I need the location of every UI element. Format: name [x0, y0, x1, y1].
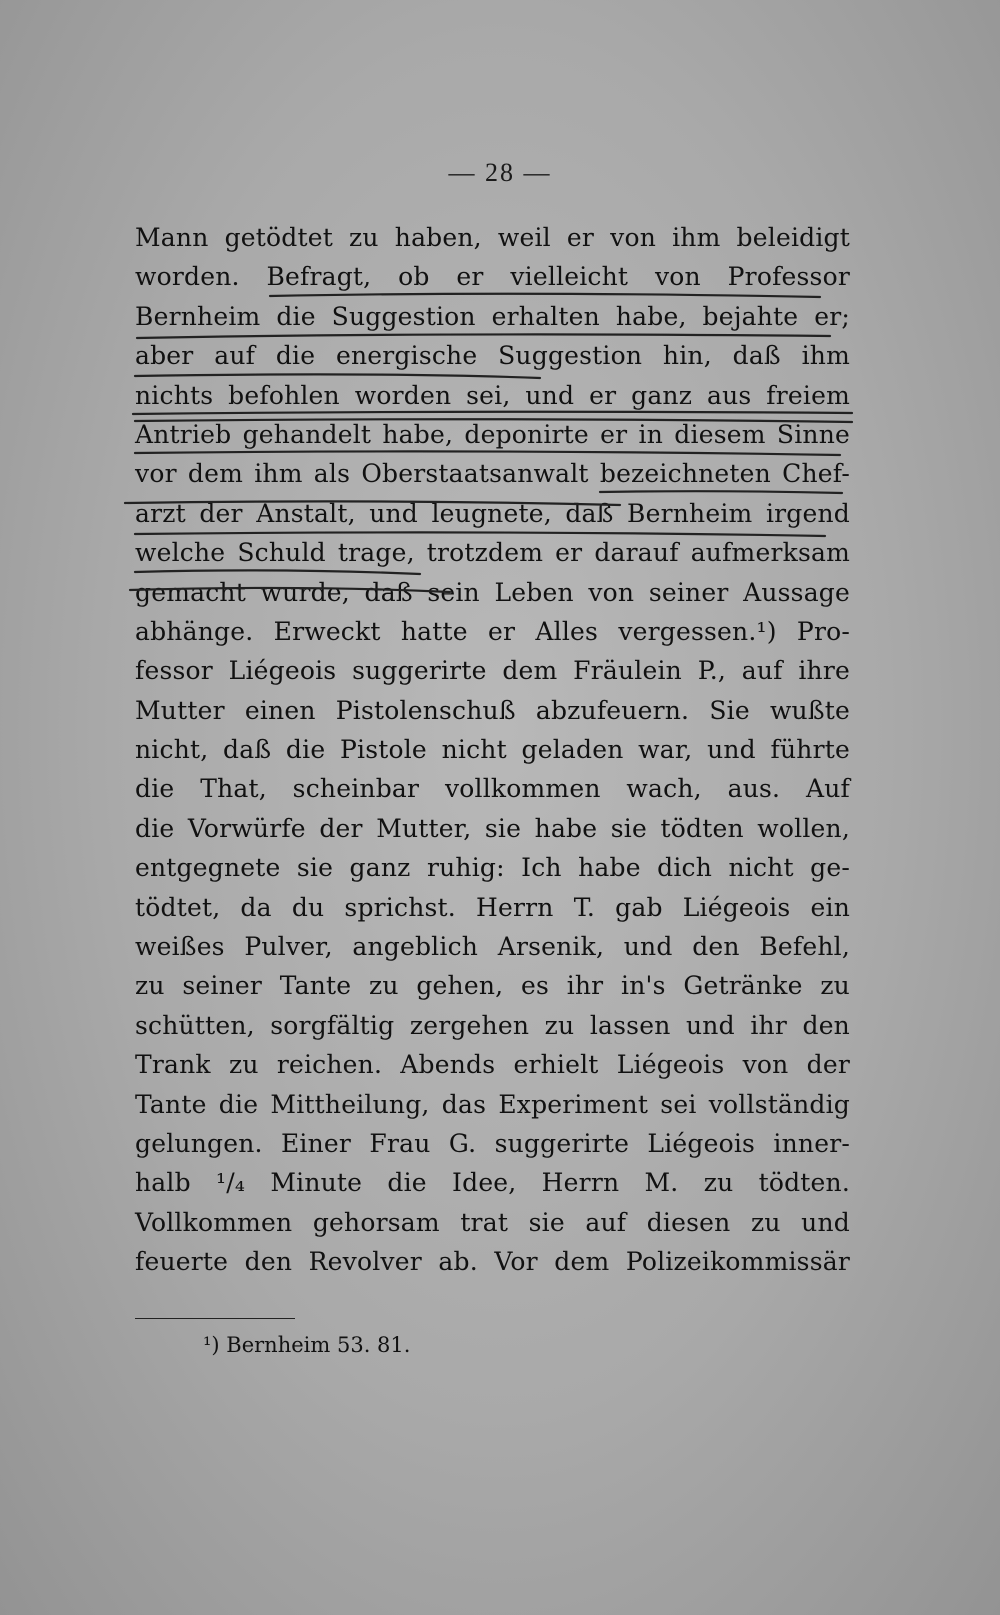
text-line: schütten, sorgfältig zergehen zu lassen und ihr den [135, 1010, 850, 1040]
text-line: arzt der Anstalt, und leugnete, daß Bernheim irgend [135, 498, 850, 528]
text-line: Trank zu reichen. Abends erhielt Liégeois von der [135, 1050, 850, 1080]
footnote-rule [135, 1318, 295, 1319]
text-line: abhänge. Erweckt hatte er Alles vergessen.¹) Pro- [135, 616, 850, 646]
text-line: Tante die Mittheilung, das Experiment sei vollständig [135, 1089, 850, 1119]
page-number: — 28 — [448, 158, 552, 187]
text-line: fessor Liégeois suggerirte dem Fräulein P., auf ihre [135, 656, 850, 686]
text-line: gemacht wurde, daß sein Leben von seiner Aussage [135, 577, 850, 607]
text-line: nichts befohlen worden sei, und er ganz aus freiem [135, 380, 850, 410]
text-line: Antrieb gehandelt habe, deponirte er in diesem Sinne [135, 419, 850, 449]
text-line: Vollkommen gehorsam trat sie auf diesen zu und [135, 1207, 850, 1237]
text-line: nicht, daß die Pistole nicht geladen war, und führte [135, 735, 850, 765]
text-line: welche Schuld trage, trotzdem er darauf aufmerksam [135, 538, 850, 568]
text-line: die That, scheinbar vollkommen wach, aus. Auf [135, 774, 850, 804]
text-line: Mutter einen Pistolenschuß abzufeuern. Sie wußte [135, 695, 850, 725]
text-line: tödtet, da du sprichst. Herrn T. gab Liégeois ein [135, 892, 850, 922]
text-line: weißes Pulver, angeblich Arsenik, und den Befehl, [135, 932, 850, 962]
text-line: halb ¹/₄ Minute die Idee, Herrn M. zu tödten. [135, 1168, 850, 1198]
body-text [135, 218, 850, 1282]
text-line: feuerte den Revolver ab. Vor dem Polizeikommissär [135, 1247, 850, 1277]
text-line: worden. Befragt, ob er vielleicht von Professor [135, 262, 850, 292]
footnote: ¹) Bernheim 53. 81. [203, 1333, 411, 1357]
text-line: gelungen. Einer Frau G. suggerirte Liégeois inner- [135, 1128, 850, 1158]
text-line: zu seiner Tante zu gehen, es ihr in's Getränke zu [135, 971, 850, 1001]
text-line: entgegnete sie ganz ruhig: Ich habe dich nicht ge- [135, 853, 850, 883]
text-line: aber auf die energische Suggestion hin, daß ihm [135, 341, 850, 371]
text-line: Mann getödtet zu haben, weil er von ihm beleidigt [135, 223, 850, 252]
text-line: die Vorwürfe der Mutter, sie habe sie tödten wollen, [135, 813, 850, 843]
text-line: vor dem ihm als Oberstaatsanwalt bezeichneten Chef- [135, 459, 850, 489]
text-line: Bernheim die Suggestion erhalten habe, bejahte er; [135, 301, 850, 331]
